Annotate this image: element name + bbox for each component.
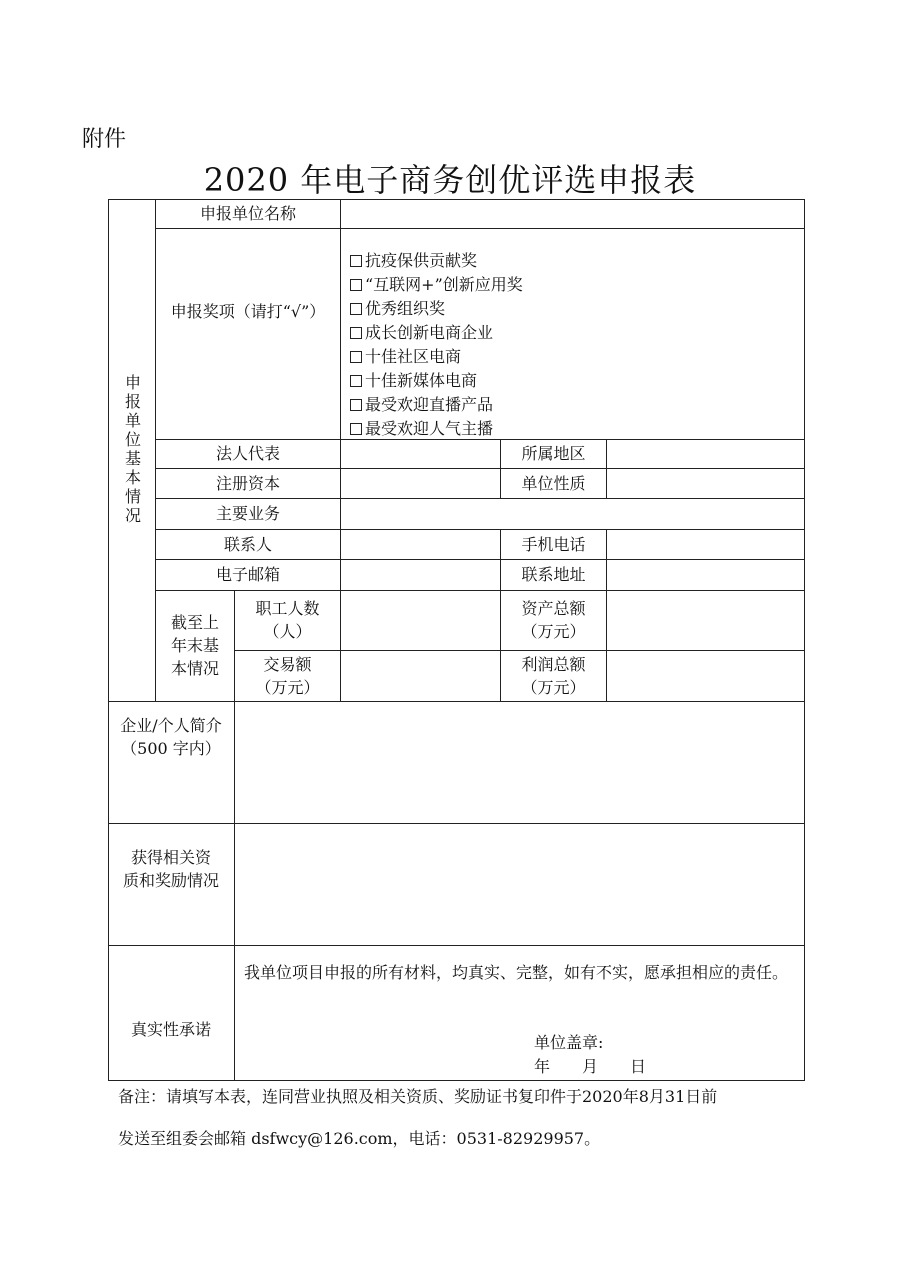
mobile-field[interactable] (607, 530, 804, 559)
main-business-field[interactable] (341, 499, 804, 529)
award-option[interactable]: 优秀组织奖 (350, 297, 523, 321)
region-label: 所属地区 (521, 444, 586, 463)
award-option[interactable]: 十佳新媒体电商 (350, 369, 523, 393)
unit-nature-label: 单位性质 (521, 473, 586, 493)
checkbox-icon[interactable] (350, 303, 362, 315)
signature-block (534, 1031, 646, 1079)
checkbox-icon[interactable] (350, 375, 362, 387)
address-label: 联系地址 (521, 565, 586, 584)
total-profit-field[interactable] (607, 651, 804, 701)
note-line-2: 发送至组委会邮箱 dsfwcy@126.com，电话：0531-82929957。 (118, 1129, 601, 1148)
unit-nature-field[interactable] (607, 469, 804, 498)
pledge-text: 我单位项目申报的所有材料，均真实、完整，如有不实，愿承担相应的责任。 (244, 963, 789, 982)
staff-count-label: 职工人数 （人） (255, 599, 320, 641)
reg-capital-field[interactable] (341, 469, 500, 498)
total-assets-label: 资产总额 （万元） (521, 599, 586, 641)
trade-volume-field[interactable] (341, 651, 500, 701)
seal-label: 单位盖章: (534, 1033, 604, 1052)
staff-count-field[interactable] (341, 591, 500, 650)
region-field[interactable] (607, 440, 804, 468)
honors-label: 获得相关资 质和奖励情况 (122, 848, 219, 890)
contact-label: 联系人 (223, 534, 272, 554)
address-field[interactable] (607, 560, 804, 590)
award-item-label: 申报奖项（请打“√”） (170, 301, 326, 321)
profile-label: 企业/个人简介 （500 字内） (120, 716, 222, 758)
award-option[interactable]: 最受欢迎直播产品 (350, 393, 523, 417)
checkbox-icon[interactable] (350, 279, 362, 291)
award-option[interactable]: 抗疫保供贡献奖 (350, 249, 523, 273)
contact-field[interactable] (341, 530, 500, 559)
col-line (340, 199, 341, 440)
unit-name-field[interactable] (341, 200, 804, 228)
annex-label: 附件 (82, 127, 127, 152)
mobile-label: 手机电话 (521, 534, 586, 554)
checkbox-icon[interactable] (350, 327, 362, 339)
legal-rep-label: 法人代表 (215, 444, 280, 463)
award-option[interactable]: 最受欢迎人气主播 (350, 417, 523, 441)
legal-rep-field[interactable] (341, 440, 500, 468)
award-option[interactable]: 十佳社区电商 (350, 345, 523, 369)
trade-volume-label: 交易额 （万元） (255, 654, 320, 697)
checkbox-icon[interactable] (350, 351, 362, 363)
total-assets-field[interactable] (607, 591, 804, 650)
email-label: 电子邮箱 (215, 565, 280, 584)
award-option[interactable]: 成长创新电商企业 (350, 321, 523, 345)
checkbox-icon[interactable] (350, 399, 362, 411)
total-profit-label: 利润总额 （万元） (521, 654, 586, 697)
email-field[interactable] (341, 560, 500, 590)
checkbox-icon[interactable] (350, 255, 362, 267)
section-label-basic-info: 申报单位基本情况 (122, 374, 142, 526)
reg-capital-label: 注册资本 (215, 473, 280, 493)
profile-field[interactable] (235, 702, 804, 823)
award-options-list (350, 249, 523, 441)
year-end-status-label: 截至上 年末基 本情况 (170, 613, 219, 678)
table-border-right (804, 199, 805, 1081)
row-line (108, 945, 805, 946)
form-title: 2020 年电子商务创优评选申报表 (203, 161, 697, 199)
award-option[interactable]: “互联网+”创新应用奖 (350, 273, 523, 297)
pledge-label: 真实性承诺 (130, 1019, 211, 1039)
note-line-1: 备注：请填写本表，连同营业执照及相关资质、奖励证书复印件于2020年8月31日前 (118, 1087, 718, 1106)
date-label: 年 月 日 (534, 1057, 647, 1076)
table-border-bottom (108, 1080, 805, 1081)
honors-field[interactable] (235, 824, 804, 945)
checkbox-icon[interactable] (350, 423, 362, 435)
unit-name-label: 申报单位名称 (199, 204, 296, 223)
main-business-label: 主要业务 (215, 504, 280, 523)
